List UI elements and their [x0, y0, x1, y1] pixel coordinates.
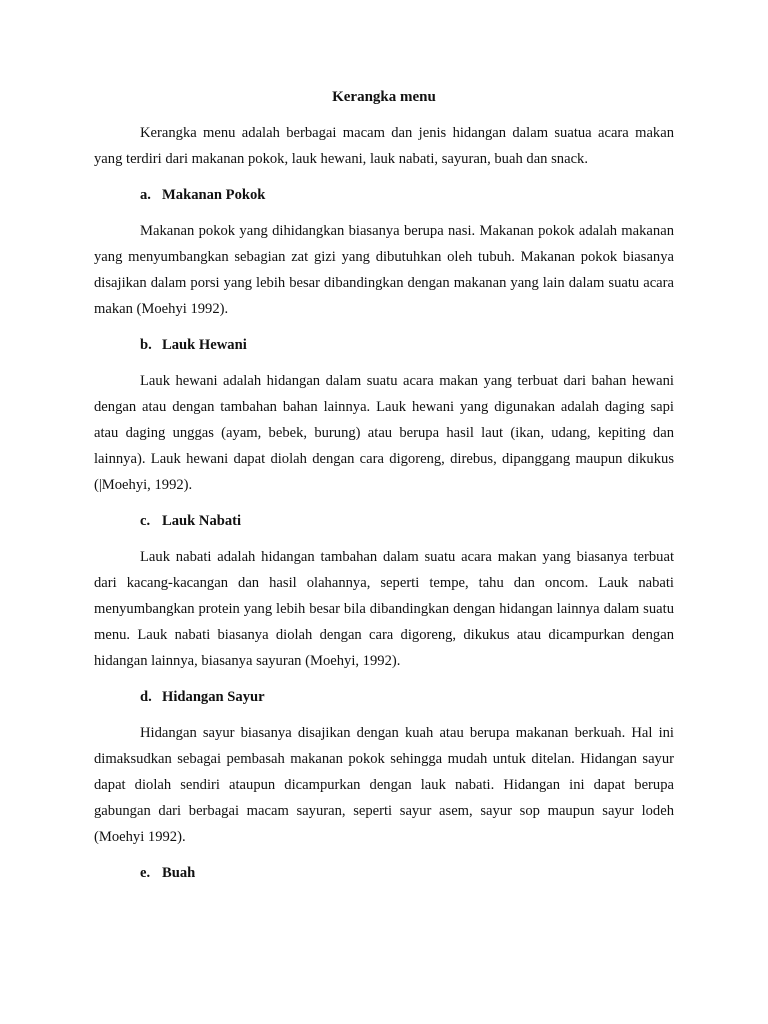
section-marker: d.: [140, 689, 152, 705]
section-marker: b.: [140, 337, 152, 353]
section-body-hidangan-sayur: Hidangan sayur biasanya disajikan dengan kuah atau berupa makanan berkuah. Hal ini dimaksudkan sebagai pembasah makanan pokok sehingga mudah untuk ditelan. Hidangan sayur dapat diolah sendiri ataupun dicampurkan dengan lauk nabati. Hidangan ini dapat berupa gabungan dari berbagai macam sayuran, seperti sayur asem, sayur sop maupun sayur lodeh (Moehyi 1992).: [94, 725, 674, 845]
section-heading-buah: [140, 862, 674, 884]
section-heading-label: Buah: [162, 865, 196, 881]
section-marker: a.: [140, 187, 151, 203]
section-heading-label: Makanan Pokok: [162, 187, 266, 203]
section-heading-hidangan-sayur: [140, 686, 674, 708]
section-heading-label: Hidangan Sayur: [162, 689, 265, 705]
section-body-makanan-pokok: Makanan pokok yang dihidangkan biasanya berupa nasi. Makanan pokok adalah makanan yang menyumbangkan sebagian zat gizi yang dibutuhkan oleh tubuh. Makanan pokok biasanya disajikan dalam porsi yang lebih besar dibandingkan dengan makanan yang lain dalam suatu acara makan (Moehyi 1992).: [94, 223, 674, 317]
section-marker: e.: [140, 865, 151, 881]
section-body-lauk-hewani: Lauk hewani adalah hidangan dalam suatu acara makan yang terbuat dari bahan hewani dengan atau dengan tambahan bahan lainnya. Lauk hewani yang digunakan adalah daging sapi atau daging unggas (ayam, bebek, burung) atau berupa hasil laut (ikan, udang, kepiting dan lainnya). Lauk hewani dapat diolah dengan cara digoreng, direbus, dipanggang maupun dikukus (|Moehyi, 1992).: [94, 373, 674, 493]
section-heading-label: Lauk Hewani: [162, 337, 247, 353]
section-body-lauk-nabati: Lauk nabati adalah hidangan tambahan dalam suatu acara makan yang biasanya terbuat dari kacang-kacangan dan hasil olahannya, seperti tempe, tahu dan oncom. Lauk nabati menyumbangkan protein yang lebih besar bila dibandingkan dengan hidangan lainnya dalam suatu menu. Lauk nabati biasanya diolah dengan cara digoreng, dikukus atau dicampurkan dengan hidangan lainnya, biasanya sayuran (Moehyi, 1992).: [94, 549, 674, 669]
document-title: Kerangka menu: [332, 89, 436, 105]
section-heading-lauk-hewani: [140, 334, 674, 356]
document-page: [94, 86, 674, 896]
section-heading-lauk-nabati: [140, 510, 674, 532]
section-marker: c.: [140, 513, 151, 529]
section-heading-label: Lauk Nabati: [162, 513, 242, 529]
intro-paragraph: Kerangka menu adalah berbagai macam dan jenis hidangan dalam suatua acara makan yang terdiri dari makanan pokok, lauk hewani, lauk nabati, sayuran, buah dan snack.: [94, 125, 674, 167]
section-heading-makanan-pokok: [140, 184, 674, 206]
